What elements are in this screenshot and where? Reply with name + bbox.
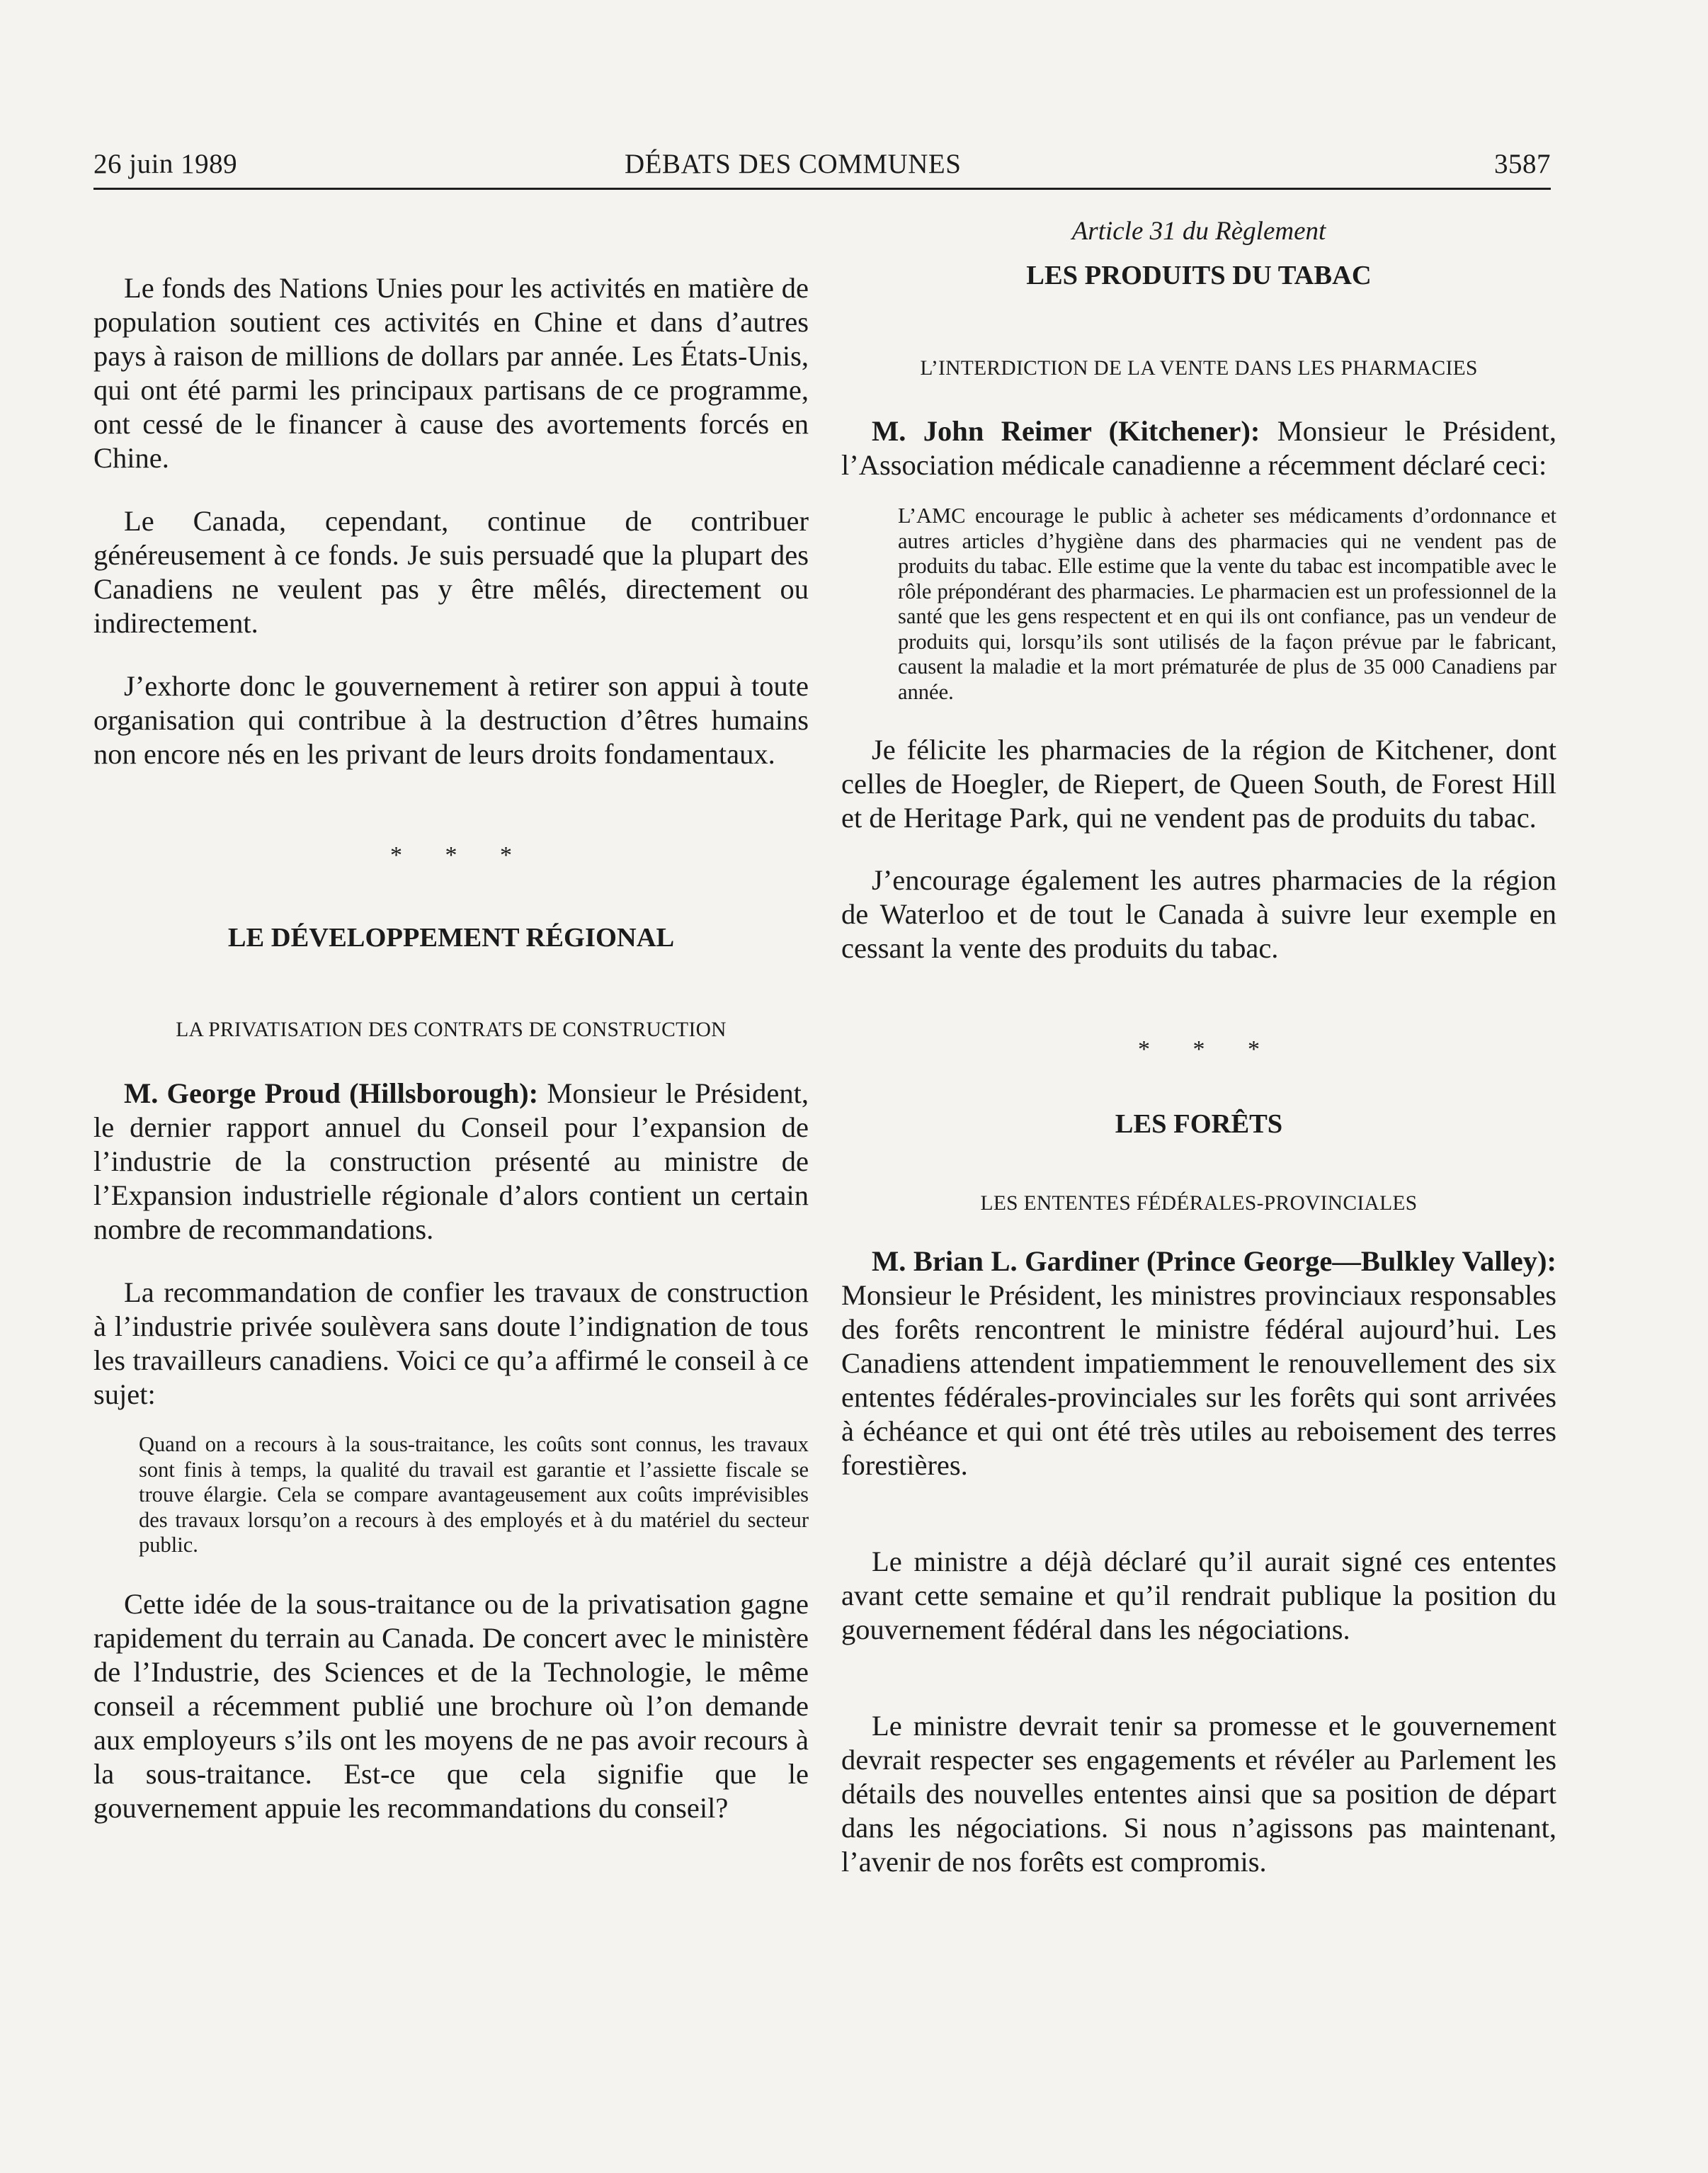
paragraph: J’exhorte donc le gouvernement à retirer son appui à toute organisation qui contribue à la destruction d’êtres humains non encore nés en les privant de leurs droits fondamentaux. [93, 670, 809, 770]
paragraph [841, 1244, 1556, 1482]
paragraph: Le ministre a déjà déclaré qu’il aurait signé ces ententes avant cette semaine et qu’il rendrait publique la position du gouvernement fédéral dans les négociations. [841, 1545, 1556, 1645]
paragraph: Le fonds des Nations Unies pour les activités en matière de population soutient ces activités en Chine et dans d’autres pays à raison de millions de dollars par année. Les États-Unis, qui ont été parmi les principaux partisans de ce programme, ont cessé de le financer à cause des avortements forcés en Chine. [93, 272, 809, 474]
paragraph [841, 414, 1556, 482]
section-subheading: L’INTERDICTION DE LA VENTE DANS LES PHARMACIES [920, 357, 1478, 380]
speaker-name: M. George Proud (Hillsborough): [124, 1077, 539, 1109]
paragraph: Je félicite les pharmacies de la région de Kitchener, dont celles de Hoegler, de Riepert, de Queen South, de Forest Hill et de Heritage Park, qui ne vendent pas de produits du tabac. [841, 734, 1556, 834]
right-column [841, 212, 1556, 1879]
section-subheading: LA PRIVATISATION DES CONTRATS DE CONSTRUCTION [176, 1019, 727, 1041]
section-heading: LE DÉVELOPPEMENT RÉGIONAL [227, 923, 675, 953]
speaker-name: M. John Reimer (Kitchener): [872, 415, 1260, 447]
header-date: 26 juin 1989 [93, 149, 238, 179]
paragraph: Le ministre devrait tenir sa promesse et le gouvernement devrait respecter ses engagements et révéler au Parlement les détails des nouvelles ententes ainsi que sa position de départ dans les négociations. Si nous n’agissons pas maintenant, l’avenir de nos forêts est compromis. [841, 1710, 1556, 1878]
block-quote: L’AMC encourage le public à acheter ses médicaments d’ordonnance et autres articles d’hygiène dans des pharmacies qui ne vendent pas de produits du tabac. Elle estime que la vente du tabac est incompatible avec le rôle prépondérant des pharmacies. Le pharmacien est un professionnel de la santé que les gens respectent et en qui ils ont confiance, pas un vendeur de produits qui, lorsqu’ils sont utilisés de la façon prévue par le fabricant, causent la maladie et la mort prématurée de plus de 35 000 Canadiens par année. [898, 504, 1556, 704]
section-subheading: LES ENTENTES FÉDÉRALES-PROVINCIALES [980, 1192, 1418, 1215]
paragraph-text: Monsieur le Président, le dernier rapport annuel du Conseil pour l’expansion de l’industrie de la construction présenté au ministre de l’Expansion industrielle régionale d’alors contient un certain nombre de recommandations. [93, 1077, 809, 1245]
article-reference: Article 31 du Règlement [1071, 217, 1326, 246]
section-heading: LES FORÊTS [1115, 1109, 1283, 1139]
paragraph: Cette idée de la sous-traitance ou de la privatisation gagne rapidement du terrain au Canada. De concert avec le ministère de l’Industrie, des Sciences et de la Technologie, le même conseil a récemment publié une brochure où l’on demande aux employeurs s’ils ont les moyens de ne pas avoir recours à la sous-traitance. Est-ce que cela signifie que le gouvernement appuie les recommandations du conseil? [93, 1587, 809, 1824]
paragraph: J’encourage également les autres pharmacies de la région de Waterloo et de tout le Canada à suivre leur exemple en cessant la vente des produits du tabac. [841, 864, 1556, 964]
paragraph: La recommandation de confier les travaux de construction à l’industrie privée soulèvera sans doute l’indignation de tous les travailleurs canadiens. Voici ce qu’a affirmé le conseil à ce sujet: [93, 1276, 809, 1410]
block-quote: Quand on a recours à la sous-traitance, les coûts sont connus, les travaux sont finis à temps, la qualité du travail est garantie et l’assiette fiscale se trouve élargie. Cela se compare avantageusement aux coûts imprévisibles des travaux lorsqu’on a recours à des employés et à du matériel du secteur public. [139, 1432, 809, 1557]
section-heading: LES PRODUITS DU TABAC [1026, 261, 1372, 290]
section-separator: * * * [1138, 1036, 1278, 1062]
speaker-name: M. Brian L. Gardiner (Prince George—Bulkley Valley): [872, 1245, 1556, 1277]
page-header [93, 145, 1551, 190]
paragraph-text: Monsieur le Président, les ministres provinciaux responsables des forêts rencontrent le ministre fédéral aujourd’hui. Les Canadiens attendent impatiemment le renouvellement des six ententes fédérales-provinciales sur les forêts qui sont arrivées à échéance et qui ont été très utiles au reboisement des terres forestières. [841, 1279, 1556, 1481]
page-number: 3587 [1494, 149, 1551, 179]
paragraph-text: Monsieur le Président, l’Association médicale canadienne a récemment déclaré ceci: [841, 415, 1556, 481]
header-title: DÉBATS DES COMMUNES [625, 149, 962, 179]
paragraph: Le Canada, cependant, continue de contribuer généreusement à ce fonds. Je suis persuadé que la plupart des Canadiens ne veulent pas y être mêlés, directement ou indirectement. [93, 505, 809, 639]
left-column [93, 212, 809, 1825]
paragraph [93, 1077, 809, 1247]
section-separator: * * * [390, 842, 530, 868]
